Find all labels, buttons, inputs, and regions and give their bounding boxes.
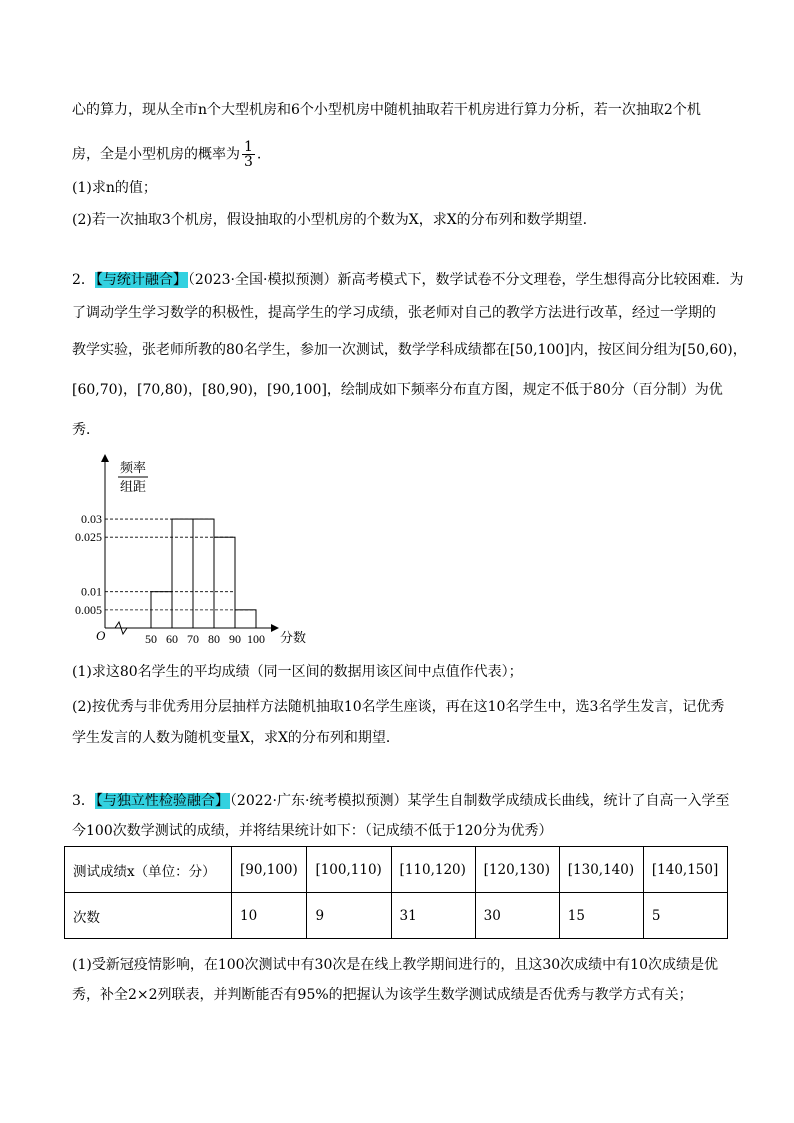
q2-line-1-rest: （2023·全国·模拟预测）新高考模式下，数学试卷不分文理卷，学生想得高分比较困难．为	[187, 272, 744, 288]
histogram-bars	[151, 519, 256, 628]
table-header-cell: 次数	[65, 893, 232, 939]
table-header-cell: 测试成绩x（单位：分）	[65, 847, 232, 893]
table-cell: [140,150]	[643, 847, 727, 893]
q2-line-2: 了调动学生学习数学的积极性，提高学生的学习成绩，张老师对自己的教学方法进行改革，经过一学期的	[72, 305, 716, 321]
x-tick-label: 80	[208, 632, 220, 646]
q2-part-2-line-1: (2)按优秀与非优秀用分层抽样方法随机抽取10名学生座谈，再在这10名学生中，选3名学生发言，记优秀	[72, 699, 725, 715]
table-cell: [130,140)	[559, 847, 643, 893]
y-tick-label: 0.005	[75, 602, 102, 617]
probability-fraction	[242, 140, 255, 169]
histogram-dashed-guides	[105, 519, 256, 610]
table-cell: [100,110)	[307, 847, 391, 893]
q2-part-1: (1)求这80名学生的平均成绩（同一区间的数据用该区间中点值作代表）；	[72, 664, 523, 680]
y-tick-label: 0.025	[75, 530, 102, 545]
histogram-bar	[172, 519, 193, 628]
table-cell: [110,120)	[391, 847, 475, 893]
q2-number: 2．	[72, 272, 95, 288]
y-tick-labels	[75, 512, 102, 617]
q2-topic-tag: 【与统计融合】	[95, 272, 187, 288]
histogram-bar	[235, 610, 256, 628]
y-label-top: 频率	[120, 460, 147, 475]
x-tick-label: 90	[229, 632, 241, 646]
q2-line-1	[72, 270, 743, 290]
q3-line-1-rest: （2022·广东·统考模拟预测）某学生自制数学成绩成长曲线，统计了自高一入学至	[229, 793, 730, 809]
q3-topic-tag: 【与独立性检验融合】	[95, 793, 229, 809]
table-cell: 9	[307, 893, 391, 939]
fraction-denominator: 3	[244, 154, 253, 170]
score-frequency-table	[64, 846, 728, 939]
histogram-bar	[193, 519, 214, 628]
table-row	[65, 847, 728, 893]
q1-line-1: 心的算力，现从全市n个大型机房和6个小型机房中随机抽取若干机房进行算力分析，若一次抽取2个机	[72, 102, 701, 118]
q1-line-2	[72, 140, 261, 169]
y-tick-label: 0.03	[81, 512, 102, 527]
table-cell: 15	[559, 893, 643, 939]
q3-part-1-line-1: (1)受新冠疫情影响，在100次测试中有30次是在线上教学期间进行的，且这30次成绩中有10次成绩是优	[72, 957, 718, 973]
x-axis-label: 分数	[280, 630, 307, 645]
q3-part-1-line-2: 秀，补全2×2列联表，并判断能否有95%的把握认为该学生数学测试成绩是否优秀与教学方式有关；	[72, 987, 693, 1003]
q1-line-2-suffix: .	[256, 146, 262, 163]
x-tick-label: 50	[145, 632, 157, 646]
table-cell: 30	[475, 893, 559, 939]
q2-line-5: 秀．	[72, 422, 100, 438]
frequency-histogram	[75, 450, 330, 648]
x-tick-label: 100	[247, 632, 265, 646]
q1-part-1: (1)求n的值；	[72, 180, 157, 196]
table-row	[65, 893, 728, 939]
table-cell: 31	[391, 893, 475, 939]
q2-line-3: 教学实验，张老师所教的80名学生，参加一次测试，数学学科成绩都在[50,100]内，按区间分组为[50,60)，	[72, 342, 747, 358]
origin-label: O	[96, 628, 106, 643]
y-label-bottom: 组距	[120, 479, 147, 494]
table-cell: [90,100)	[232, 847, 307, 893]
q3-number: 3．	[72, 793, 95, 809]
x-tick-label: 70	[187, 632, 199, 646]
x-tick-labels	[145, 632, 265, 646]
x-tick-label: 60	[166, 632, 178, 646]
q2-line-4: [60,70)，[70,80)，[80,90)，[90,100]，绘制成如下频率分布直方图，规定不低于80分（百分制）为优	[72, 382, 723, 398]
table-cell: [120,130)	[475, 847, 559, 893]
y-tick-label: 0.01	[81, 584, 102, 599]
q1-line-2-prefix: 房，全是小型机房的概率为	[72, 146, 240, 163]
table-cell: 5	[643, 893, 727, 939]
q3-line-2: 今100次数学测试的成绩，并将结果统计如下：（记成绩不低于120分为优秀）	[72, 823, 553, 839]
q1-part-2: (2)若一次抽取3个机房，假设抽取的小型机房的个数为X，求X的分布列和数学期望.	[72, 212, 588, 228]
q2-part-2-line-2: 学生发言的人数为随机变量X，求X的分布列和期望．	[72, 730, 400, 746]
histogram-bar	[214, 537, 235, 628]
q3-line-1	[72, 791, 729, 811]
fraction-numerator: 1	[244, 139, 253, 155]
table-cell: 10	[232, 893, 307, 939]
